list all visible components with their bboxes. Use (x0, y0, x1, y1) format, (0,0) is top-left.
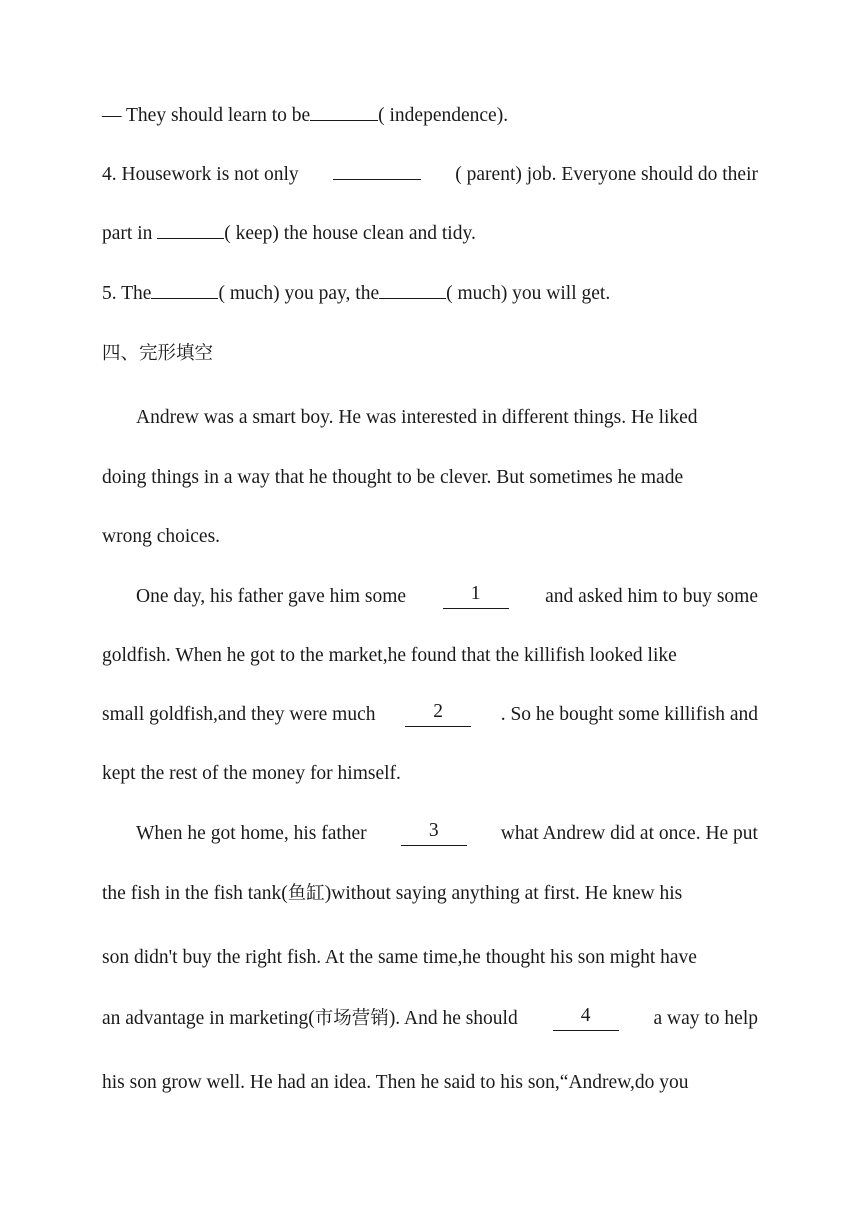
item5-part2: ( much) you pay, the (218, 283, 380, 304)
p1-line2 (102, 466, 758, 490)
item4-suffix: ( parent) job. Everyone should do their (455, 164, 758, 185)
p2-line3 (102, 703, 758, 727)
answer-blank[interactable] (310, 104, 378, 121)
p1-line1-text: Andrew was a smart boy. He was interested in different things. He liked (136, 407, 698, 428)
blank-4[interactable]: 4 (553, 1007, 619, 1031)
p2-line2-text: goldfish. When he got to the market,he found that the killifish looked like (102, 645, 677, 666)
p3-line4-b: ). And he should (388, 1008, 518, 1029)
item4-line1 (102, 163, 758, 187)
item3-prefix: — They should learn to be (102, 105, 311, 126)
section-heading: 四、完形填空 (102, 343, 214, 364)
item5-part1: 5. The (102, 283, 152, 304)
blank-2[interactable]: 2 (405, 703, 471, 727)
p3-line4-a-text: an advantage in marketing( (102, 1008, 315, 1029)
p3-line2-b: )without saying anything at first. He knew his (324, 883, 683, 904)
p2-line4-text: kept the rest of the money for himself. (102, 763, 401, 784)
p2-line1-b: and asked him to buy some (545, 586, 758, 607)
p1-line2-text: doing things in a way that he thought to be clever. But sometimes he made (102, 467, 684, 488)
p3-line1-a: When he got home, his father (136, 823, 367, 844)
p3-line4-c: a way to help (653, 1008, 758, 1029)
p3-line2 (102, 882, 758, 906)
p3-line5 (102, 1071, 758, 1095)
blank-1[interactable]: 1 (443, 585, 509, 609)
p3-line3 (102, 946, 758, 970)
item4-line2-suffix: ( keep) the house clean and tidy. (224, 223, 476, 244)
item5-part3: ( much) you will get. (446, 283, 611, 304)
p1-line3 (102, 525, 758, 549)
item3-suffix: ( independence). (378, 105, 509, 126)
p1-line3-text: wrong choices. (102, 526, 221, 547)
p3-line4-cjk: 市场营销 (314, 1008, 389, 1029)
p3-line1-b: what Andrew did at once. He put (500, 823, 758, 844)
p3-line2-a: the fish in the fish tank( (102, 883, 288, 904)
item4-line2 (102, 222, 758, 246)
p3-line3-text: son didn't buy the right fish. At the same time,he thought his son might have (102, 947, 697, 968)
answer-blank[interactable] (379, 282, 446, 299)
p2-line2 (102, 644, 758, 668)
item4-line2-prefix: part in (102, 223, 158, 244)
p3-line4 (102, 1007, 758, 1031)
blank-3[interactable]: 3 (401, 822, 467, 846)
p2-line4 (102, 762, 758, 786)
p2-line1-a: One day, his father gave him some (136, 586, 407, 607)
p3-line5-text: his son grow well. He had an idea. Then he said to his son,“Andrew,do you (102, 1072, 689, 1093)
p2-line1 (136, 585, 758, 609)
p3-line1 (136, 822, 758, 846)
answer-blank[interactable] (157, 222, 224, 239)
item5 (102, 282, 758, 306)
p1-line1 (136, 406, 758, 430)
item3-continuation (102, 104, 758, 128)
p2-line3-b: . So he bought some killifish and (500, 704, 758, 725)
item4-prefix: 4. Housework is not only (102, 164, 299, 185)
p3-line2-cjk: 鱼缸 (287, 883, 325, 904)
p3-line4-a (102, 1007, 518, 1031)
p2-line3-a: small goldfish,and they were much (102, 704, 376, 725)
answer-blank[interactable] (333, 163, 421, 180)
answer-blank[interactable] (151, 282, 218, 299)
